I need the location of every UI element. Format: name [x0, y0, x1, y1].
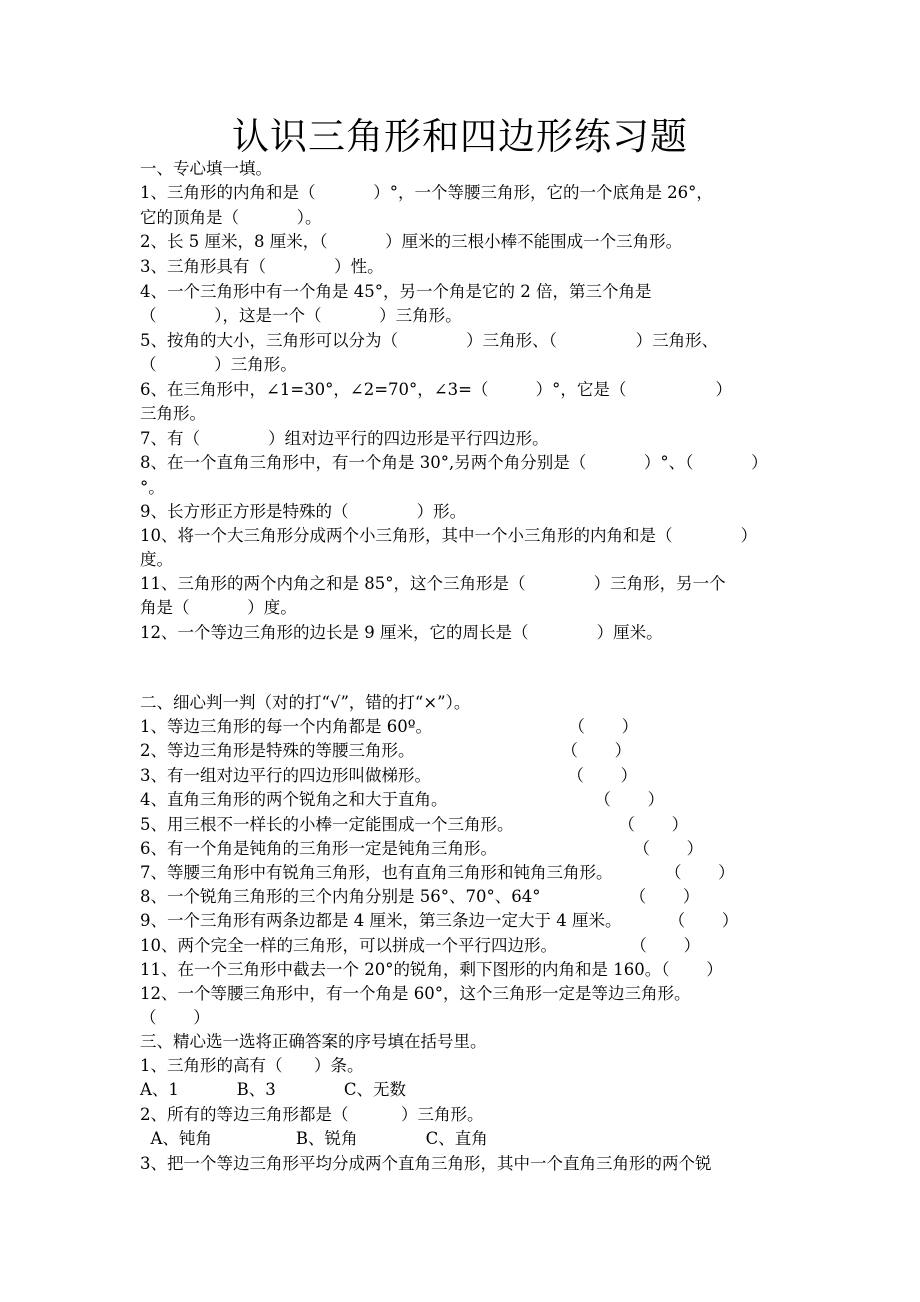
choice-line: A、钝角 B、锐角 C、直角 [140, 1129, 488, 1148]
worksheet-title: 认识三角形和四边形练习题 [232, 115, 688, 158]
fill-line: 7、有（ ）组对边平行的四边形是平行四边形。 [140, 429, 549, 448]
fill-line: 6、在三角形中，∠1=30°，∠2=70°，∠3=（ ）°，它是（ ） [140, 380, 733, 399]
fill-line: 2、长 5 厘米，8 厘米，（ ）厘米的三根小棒不能围成一个三角形。 [140, 232, 683, 251]
fill-line: 12、一个等边三角形的边长是 9 厘米，它的周长是（ ）厘米。 [140, 623, 663, 642]
choice-line: 1、三角形的高有（ ）条。 [140, 1056, 364, 1075]
fill-line: 它的顶角是（ ）。 [140, 208, 322, 227]
fill-line: 5、按角的大小，三角形可以分为（ ）三角形、（ ）三角形、 [140, 331, 719, 350]
judge-line: 12、一个等腰三角形中，有一个角是 60°，这个三角形一定是等边三角形。 [140, 984, 691, 1003]
fill-line: °。 [140, 478, 165, 497]
judge-line: 5、用三根不一样长的小棒一定能围成一个三角形。 （ ） [140, 815, 689, 834]
judge-line: 4、直角三角形的两个锐角之和大于直角。 （ ） [140, 790, 665, 809]
fill-line: 角是（ ）度。 [140, 598, 297, 617]
judge-line: 1、等边三角形的每一个内角都是 60º。 （ ） [140, 717, 639, 736]
judge-line: 7、等腰三角形中有锐角三角形，也有直角三角形和钝角三角形。 （ ） [140, 863, 735, 882]
fill-line: 10、将一个大三角形分成两个小三角形，其中一个小三角形的内角和是（ ） [140, 526, 758, 545]
fill-line: （ ），这是一个（ ）三角形。 [140, 306, 462, 325]
fill-line: 9、长方形正方形是特殊的（ ）形。 [140, 502, 467, 521]
fill-line: 1、三角形的内角和是（ ）°，一个等腰三角形，它的一个底角是 26°， [140, 183, 713, 202]
judge-line: 3、有一组对边平行的四边形叫做梯形。 （ ） [140, 766, 638, 785]
fill-line: （ ）三角形。 [140, 355, 297, 374]
judge-line: 9、一个三角形有两条边都是 4 厘米，第三条边一定大于 4 厘米。 （ ） [140, 911, 739, 930]
judge-line: 10、两个完全一样的三角形，可以拼成一个平行四边形。 （ ） [140, 936, 701, 955]
choice-line: 2、所有的等边三角形都是（ ）三角形。 [140, 1105, 484, 1124]
section1-heading: 一、专心填一填。 [140, 159, 272, 178]
choice-line: 3、把一个等边三角形平均分成两个直角三角形，其中一个直角三角形的两个锐 [140, 1154, 712, 1173]
judge-line: 6、有一个角是钝角的三角形一定是钝角三角形。 （ ） [140, 839, 704, 858]
section2-heading: 二、细心判一判（对的打“√”，错的打“×”）。 [140, 693, 471, 712]
choice-line: A、1 B、3 C、无数 [140, 1080, 407, 1099]
fill-line: 度。 [140, 550, 173, 569]
fill-line: 11、三角形的两个内角之和是 85°，这个三角形是（ ）三角形，另一个 [140, 574, 726, 593]
judge-line: （ ） [140, 1008, 210, 1027]
fill-line: 8、在一个直角三角形中，有一个角是 30°,另两个角分别是（ ）°、（ ） [140, 453, 768, 472]
judge-line: 2、等边三角形是特殊的等腰三角形。 （ ） [140, 741, 632, 760]
judge-line: 8、一个锐角三角形的三个内角分别是 56°、70°、64° （ ） [140, 887, 700, 906]
judge-line: 11、在一个三角形中截去一个 20°的锐角，剩下图形的内角和是 160。（ ） [140, 960, 723, 979]
section3-heading: 三、精心选一选将正确答案的序号填在括号里。 [140, 1032, 487, 1051]
fill-line: 4、一个三角形中有一个角是 45°，另一个角是它的 2 倍，第三个角是 [140, 282, 652, 301]
fill-line: 3、三角形具有（ ）性。 [140, 257, 384, 276]
fill-line: 三角形。 [140, 404, 206, 423]
